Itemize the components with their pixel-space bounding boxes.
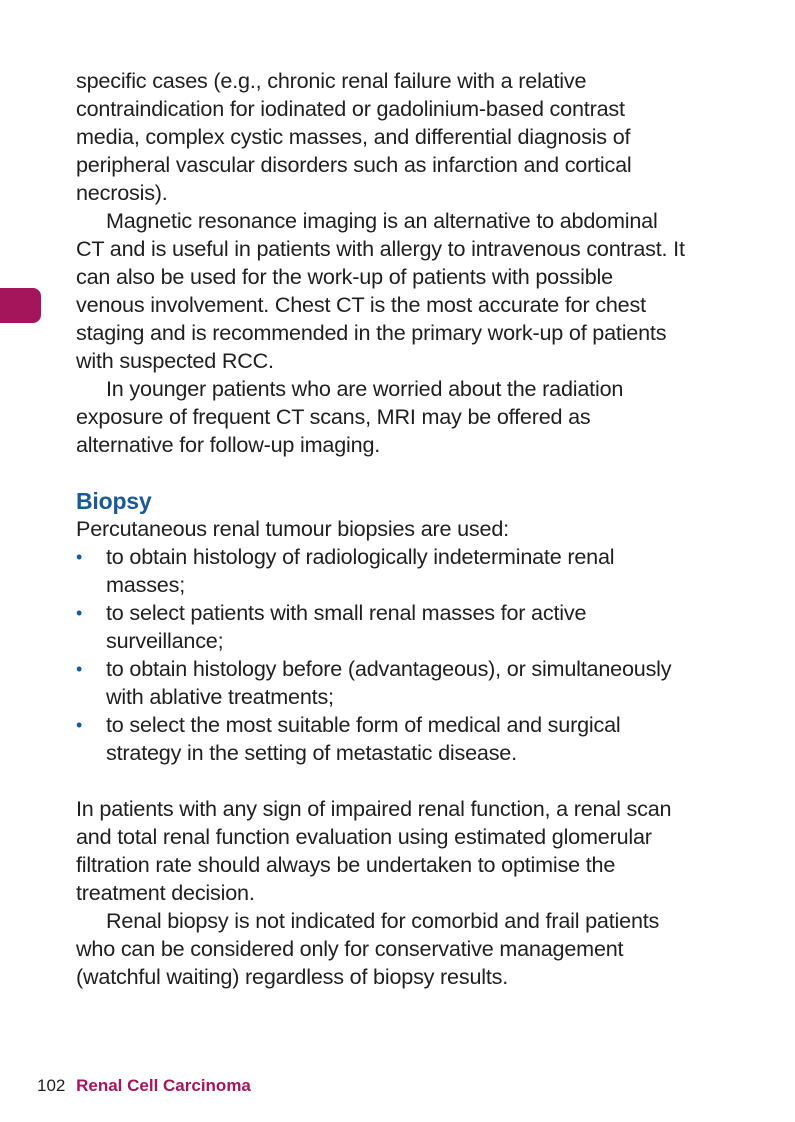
bullet-icon: • xyxy=(76,715,83,735)
bullet-icon: • xyxy=(76,659,83,679)
bullet-icon: • xyxy=(76,603,83,623)
list-item xyxy=(76,599,686,655)
biopsy-intro: Percutaneous renal tumour biopsies are used: xyxy=(76,516,509,541)
list-item-text: to select the most suitable form of medical and surgical strategy in the setting of metastatic disease. xyxy=(106,712,621,765)
list-item xyxy=(76,711,686,767)
list-item xyxy=(76,655,686,711)
page-content xyxy=(76,67,686,991)
biopsy-heading: Biopsy xyxy=(76,488,152,514)
paragraph-renal-function: In patients with any sign of impaired renal function, a renal scan and total renal function evaluation using estimated glomerular filtration rate should always be undertaken to optimise the treatment decision. xyxy=(76,796,672,905)
paragraph-renal-biopsy: Renal biopsy is not indicated for comorbid and frail patients who can be considered only for conservative management (watchful waiting) regardless of biopsy results. xyxy=(76,908,660,989)
paragraph-younger-patients: In younger patients who are worried about the radiation exposure of frequent CT scans, MRI may be offered as alternative for follow-up imaging. xyxy=(76,376,624,457)
list-item-text: to obtain histology of radiologically indeterminate renal masses; xyxy=(106,544,615,597)
list-item-text: to select patients with small renal masses for active surveillance; xyxy=(106,600,587,653)
section-tab-marker xyxy=(0,288,41,323)
page-footer xyxy=(37,1075,251,1097)
list-item-text: to obtain histology before (advantageous), or simultaneously with ablative treatments; xyxy=(106,656,672,709)
paragraph-mri: Magnetic resonance imaging is an alternative to abdominal CT and is useful in patients with allergy to intravenous contrast. It can also be used for the work-up of patients with possible venous involvement. Chest CT is the most accurate for chest staging and is recommended in the primary work-up of patients with suspected RCC. xyxy=(76,208,685,373)
bullet-icon: • xyxy=(76,547,83,567)
biopsy-bullet-list xyxy=(76,543,686,767)
running-title: Renal Cell Carcinoma xyxy=(76,1076,251,1095)
spacer xyxy=(76,767,686,795)
page-number: 102 xyxy=(37,1076,66,1095)
paragraph-contrast-cases: specific cases (e.g., chronic renal failure with a relative contraindication for iodinated or gadolinium-based contrast media, complex cystic masses, and differential diagnosis of peripheral vascular disorders such as infarction and cortical necrosis). xyxy=(76,68,632,205)
list-item xyxy=(76,543,686,599)
